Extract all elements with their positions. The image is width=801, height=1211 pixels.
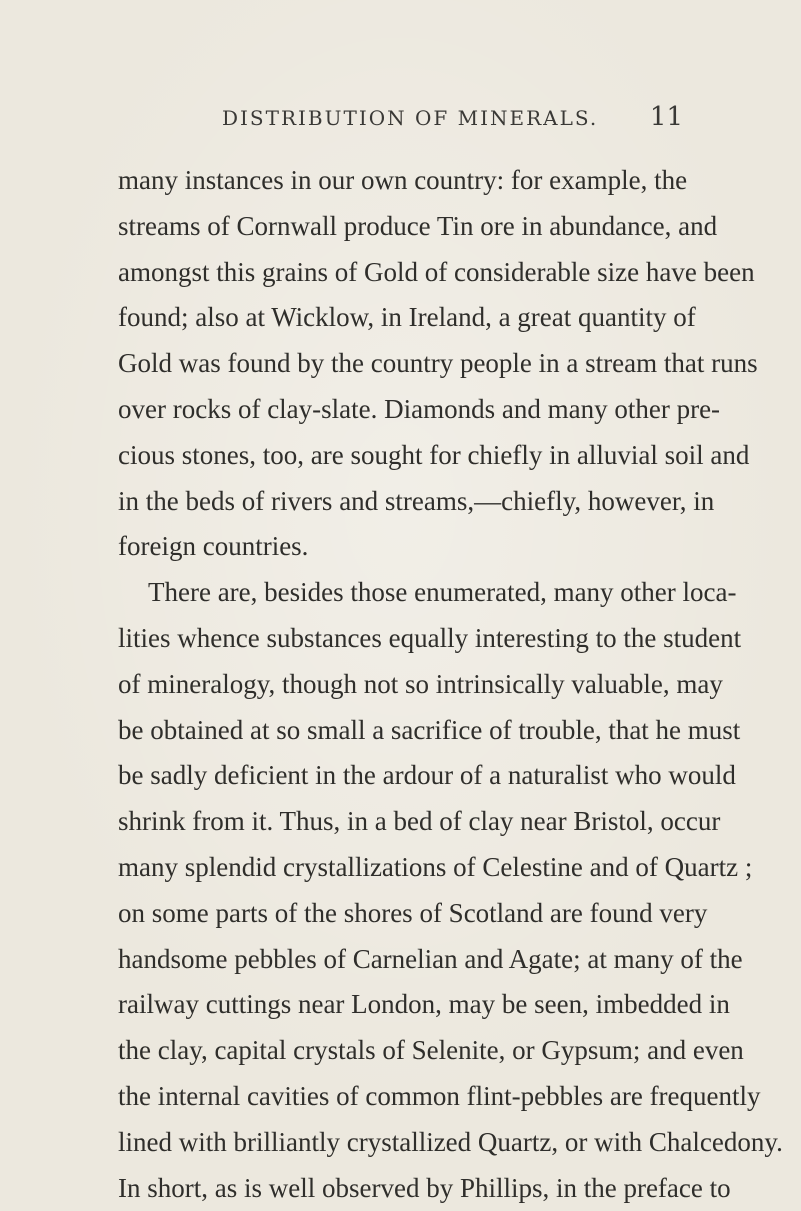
running-title: DISTRIBUTION OF MINERALS.	[222, 106, 599, 130]
text-line: over rocks of clay-slate. Diamonds and many other pre-	[118, 393, 721, 424]
text-line: Gold was found by the country people in a stream that runs	[118, 348, 758, 379]
text-line: the internal cavities of common flint-pebbles are frequently	[118, 1080, 761, 1111]
running-head	[0, 102, 801, 136]
text-line: be sadly deficient in the ardour of a naturalist who would	[118, 760, 736, 791]
text-line: foreign countries.	[118, 531, 309, 562]
body-text	[118, 158, 783, 1211]
text-line: amongst this grains of Gold of considerable size have been	[118, 256, 755, 287]
text-line: streams of Cornwall produce Tin ore in abundance, and	[118, 210, 718, 241]
text-line: found; also at Wicklow, in Ireland, a great quantity of	[118, 302, 696, 333]
text-line: be obtained at so small a sacrifice of trouble, that he must	[118, 714, 741, 745]
text-line: in the beds of rivers and streams,—chiefly, however, in	[118, 485, 715, 516]
paragraph-start-line: There are, besides those enumerated, many other loca-	[148, 577, 737, 608]
text-line: many instances in our own country: for example, the	[118, 165, 688, 195]
text-line: railway cuttings near London, may be seen, imbedded in	[118, 989, 730, 1020]
text-line: many splendid crystallizations of Celestine and of Quartz ;	[118, 851, 753, 882]
text-line: on some parts of the shores of Scotland are found very	[118, 897, 708, 928]
text-line: lined with brilliantly crystallized Quartz, or with Chalcedony.	[118, 1126, 783, 1157]
text-line: cious stones, too, are sought for chiefly in alluvial soil and	[118, 439, 750, 470]
text-line: shrink from it. Thus, in a bed of clay near Bristol, occur	[118, 806, 721, 837]
page-number: 11	[649, 102, 683, 132]
text-line: of mineralogy, though not so intrinsically valuable, may	[118, 668, 723, 699]
text-line: the clay, capital crystals of Selenite, or Gypsum; and even	[118, 1035, 744, 1066]
text-line: In short, as is well observed by Phillips, in the preface to	[118, 1172, 731, 1203]
text-line: lities whence substances equally interesting to the student	[118, 622, 742, 653]
text-line: handsome pebbles of Carnelian and Agate; at many of the	[118, 943, 743, 974]
